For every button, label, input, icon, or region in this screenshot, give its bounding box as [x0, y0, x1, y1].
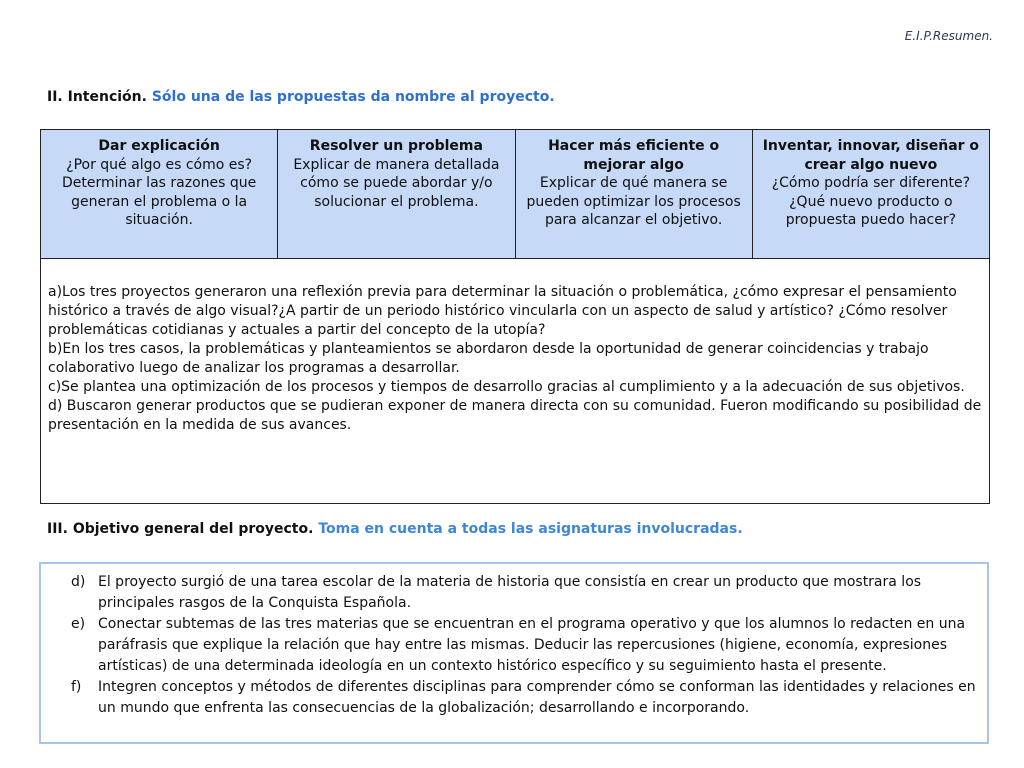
section-2-subtitle: Sólo una de las propuestas da nombre al proyecto. [151, 89, 555, 105]
document-label: E.I.P.Resumen. [904, 29, 993, 43]
section-2-title: II. Intención. [47, 89, 147, 105]
section-2-heading [47, 89, 555, 105]
objective-marker: f) [71, 679, 82, 695]
objective-marker: e) [71, 616, 86, 632]
objective-text: Integren conceptos y métodos de diferentes disciplinas para comprender cómo se conforman las identidades y relaciones en un mundo que enfrenta las consecuencias de la globalización; desarrollando e incorporando. [98, 679, 976, 716]
column-heading: Hacer más eficiente o mejorar algo [548, 138, 720, 173]
column-improve [515, 130, 752, 259]
answer-line-c: c)Se plantea una optimización de los procesos y tiempos de desarrollo gracias al cumplimiento y a la adecuación de sus objetivos. [48, 379, 965, 395]
column-description: ¿Por qué algo es cómo es? Determinar las razones que generan el problema o la situación. [61, 156, 257, 228]
objectives-box [39, 562, 989, 744]
intention-answer-cell [41, 259, 990, 504]
section-3-subtitle: Toma en cuenta a todas las asignaturas involucradas. [318, 521, 743, 537]
objectives-list [71, 572, 977, 719]
column-heading: Resolver un problema [309, 138, 483, 154]
objective-text: El proyecto surgió de una tarea escolar de la materia de historia que consistía en crear un producto que mostrara los principales rasgos de la Conquista Española. [98, 574, 922, 611]
column-solve [278, 130, 515, 259]
objective-marker: d) [71, 574, 86, 590]
objective-text: Conectar subtemas de las tres materias que se encuentran en el programa operativo y que los alumnos lo redacten en una paráfrasis que explique la relación que hay entre las mismas. Deducir las repercusiones (higiene, economía, expresiones artísticas) de una determinada ideología en un contexto histórico específico y su seguimiento hasta el presente. [98, 616, 966, 674]
column-description: Explicar de manera detallada cómo se puede abordar y/o solucionar el problema. [293, 156, 500, 210]
intention-header-row [41, 130, 990, 259]
column-invent [752, 130, 989, 259]
objective-item [71, 572, 977, 614]
answer-line-d: d) Buscaron generar productos que se pudieran exponer de manera directa con su comunidad. Fueron modificando su posibilidad de presentación en la medida de sus avances. [48, 398, 982, 433]
answer-line-b: b)En los tres casos, la problemáticas y planteamientos se abordaron desde la oportunidad de generar coincidencias y trabajo colaborativo luego de analizar los programas a desarrollar. [48, 341, 929, 376]
column-explain [41, 130, 278, 259]
column-heading: Inventar, innovar, diseñar o crear algo nuevo [762, 138, 980, 173]
intention-answer-row [41, 259, 990, 504]
column-heading: Dar explicación [98, 138, 220, 154]
section-3-title: III. Objetivo general del proyecto. [47, 521, 314, 537]
column-description: Explicar de qué manera se pueden optimizar los procesos para alcanzar el objetivo. [526, 175, 741, 228]
answer-line-a: a)Los tres proyectos generaron una reflexión previa para determinar la situación o problemática, ¿cómo expresar el pensamiento histórico a través de algo visual?¿A partir de un periodo histórico vincularla con un aspecto de salud y artístico? ¿Cómo resolver problemáticas cotidianas y actuales a partir del concepto de la utopía? [48, 284, 957, 338]
objective-item [71, 614, 977, 677]
objective-item [71, 677, 977, 719]
intention-table [40, 129, 990, 504]
section-3-heading [47, 521, 743, 537]
column-description: ¿Cómo podría ser diferente? ¿Qué nuevo producto o propuesta puedo hacer? [771, 175, 971, 228]
